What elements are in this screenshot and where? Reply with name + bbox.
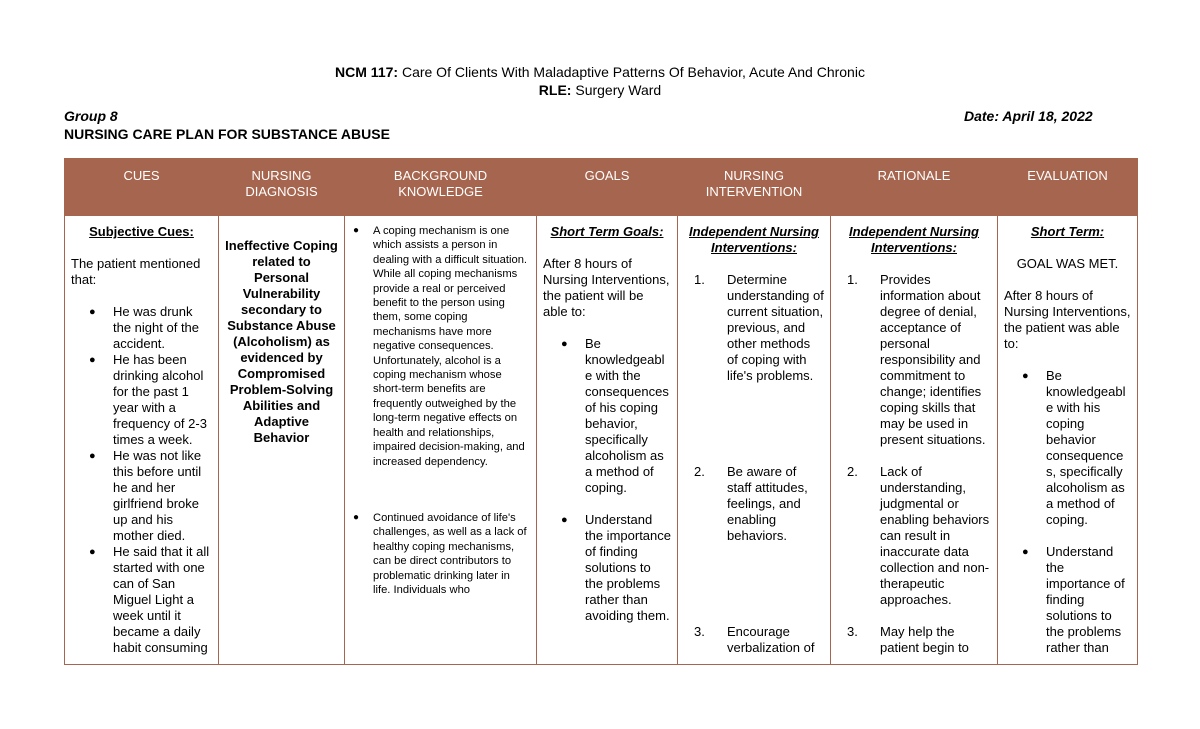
list-item: ● Be knowledgeabl e with the consequences of his coping behavior, specifically alcoholism as a method of coping. xyxy=(543,336,671,496)
col-header-background xyxy=(345,159,537,216)
care-plan-table xyxy=(64,158,1138,665)
col-header-text: EVALUATION xyxy=(1027,168,1108,183)
list-item: ● Continued avoidance of life's challenges, as well as a lack of healthy coping mechanisms, can be direct contributors to problematic drinking later in life. Individuals who xyxy=(351,511,530,597)
cues-cell xyxy=(65,216,219,665)
goals-cell xyxy=(537,216,678,665)
item-text: Lack of understanding, judgmental or enabling behaviors can result in inaccurate data collection and non-therapeutic approaches. xyxy=(880,464,990,607)
col-header-text: KNOWLEDGE xyxy=(398,184,483,199)
list-item: ● He was not like this before until he and her girlfriend broke up and his mother died. xyxy=(71,448,212,544)
item-text: Encourage verbalization of xyxy=(727,624,815,655)
list-item xyxy=(837,464,991,608)
item-number: 2. xyxy=(694,464,705,479)
item-text: May help the patient begin to xyxy=(880,624,969,655)
course-code: NCM 117: xyxy=(335,64,399,80)
evaluation-intro: After 8 hours of Nursing Interventions, the patient was able to: xyxy=(1004,288,1131,351)
list-item: ● Understand the importance of finding solutions to the problems rather than xyxy=(1004,544,1131,656)
goals-intro: After 8 hours of Nursing Interventions, the patient will be able to: xyxy=(543,256,670,319)
list-item: ● A coping mechanism is one which assists a person in dealing with a difficult situation. While all coping mechanisms provide a real or perceived benefit to the person using them, some coping mechanisms have more negative consequences. Unfortunately, alcohol is a coping mechanism whose short-term benefits are frequently outweighed by the long-term negative effects on health and relationships, impaired decision-making, and increased dependency. xyxy=(351,224,530,469)
diagnosis-text: Ineffective Coping related to Personal Vulnerability secondary to Substance Abuse (Alcoholism) as evidenced by Compromised Problem-Solving Abilities and Adaptive Behavior xyxy=(225,238,338,445)
list-item: ● He was drunk the night of the accident. xyxy=(71,304,212,352)
diagnosis-cell xyxy=(219,216,345,665)
intervention-cell xyxy=(678,216,831,665)
col-header-text: INTERVENTION xyxy=(705,184,803,199)
cues-intro: The patient mentioned that: xyxy=(71,256,201,287)
list-item: ● He said that it all started with one can of San Miguel Light a week until it became a daily habit consuming xyxy=(71,544,212,656)
cues-heading: Subjective Cues: xyxy=(89,224,194,239)
col-header-text: NURSING xyxy=(251,168,312,183)
item-number: 3. xyxy=(847,624,858,639)
col-header-cues xyxy=(65,159,219,216)
col-header-intervention xyxy=(678,159,831,216)
item-text: Provides information about degree of denial, acceptance of personal responsibility and commitment to change; identifies coping skills that may be used in present situations. xyxy=(880,272,986,447)
item-number: 2. xyxy=(847,464,858,479)
group-label: Group 8 xyxy=(64,108,118,124)
col-header-text: DIAGNOSIS xyxy=(245,184,318,199)
date-label: Date: April 18, 2022 xyxy=(964,108,1093,124)
plan-title: NURSING CARE PLAN FOR SUBSTANCE ABUSE xyxy=(64,126,390,142)
item-text: Determine understanding of current situation, previous, and other methods of coping with life's problems. xyxy=(727,272,824,383)
col-header-diagnosis xyxy=(219,159,345,216)
table-header-row xyxy=(65,159,1138,216)
list-item xyxy=(837,624,991,656)
col-header-text: GOALS xyxy=(584,168,630,183)
list-item xyxy=(837,272,991,448)
list-item xyxy=(684,624,824,656)
item-text: Be aware of staff attitudes, feelings, and enabling behaviors. xyxy=(727,464,808,543)
col-header-goals xyxy=(537,159,678,216)
col-header-evaluation xyxy=(998,159,1138,216)
rle-label: RLE: xyxy=(538,82,572,98)
item-number: 1. xyxy=(694,272,705,287)
evaluation-cell xyxy=(998,216,1138,665)
item-number: 1. xyxy=(847,272,858,287)
list-item: ● He has been drinking alcohol for the past 1 year with a frequency of 2-3 times a week. xyxy=(71,352,212,448)
background-cell xyxy=(345,216,537,665)
col-header-text: NURSING xyxy=(724,168,784,183)
col-header-text: RATIONALE xyxy=(877,168,951,183)
rationale-heading: Independent Nursing Interventions: xyxy=(849,224,979,255)
list-item xyxy=(684,272,824,384)
course-title: Care Of Clients With Maladaptive Patterns Of Behavior, Acute And Chronic xyxy=(398,64,865,80)
goals-heading: Short Term Goals: xyxy=(550,224,664,239)
course-line xyxy=(0,64,1200,80)
evaluation-status: GOAL WAS MET. xyxy=(1016,256,1119,271)
rationale-cell xyxy=(831,216,998,665)
list-item: ● Understand the importance of finding solutions to the problems rather than avoiding them. xyxy=(543,512,671,624)
item-number: 3. xyxy=(694,624,705,639)
col-header-rationale xyxy=(831,159,998,216)
list-item: ● Be knowledgeabl e with his coping behavior consequence s, specifically alcoholism as a method of coping. xyxy=(1004,368,1131,528)
list-item xyxy=(684,464,824,544)
rle-value: Surgery Ward xyxy=(571,82,662,98)
col-header-text: BACKGROUND xyxy=(393,168,488,183)
col-header-text: CUES xyxy=(123,168,160,183)
intervention-heading: Independent Nursing Interventions: xyxy=(689,224,819,255)
evaluation-heading: Short Term: xyxy=(1030,224,1105,239)
table-row xyxy=(65,216,1138,665)
rle-line xyxy=(0,82,1200,98)
